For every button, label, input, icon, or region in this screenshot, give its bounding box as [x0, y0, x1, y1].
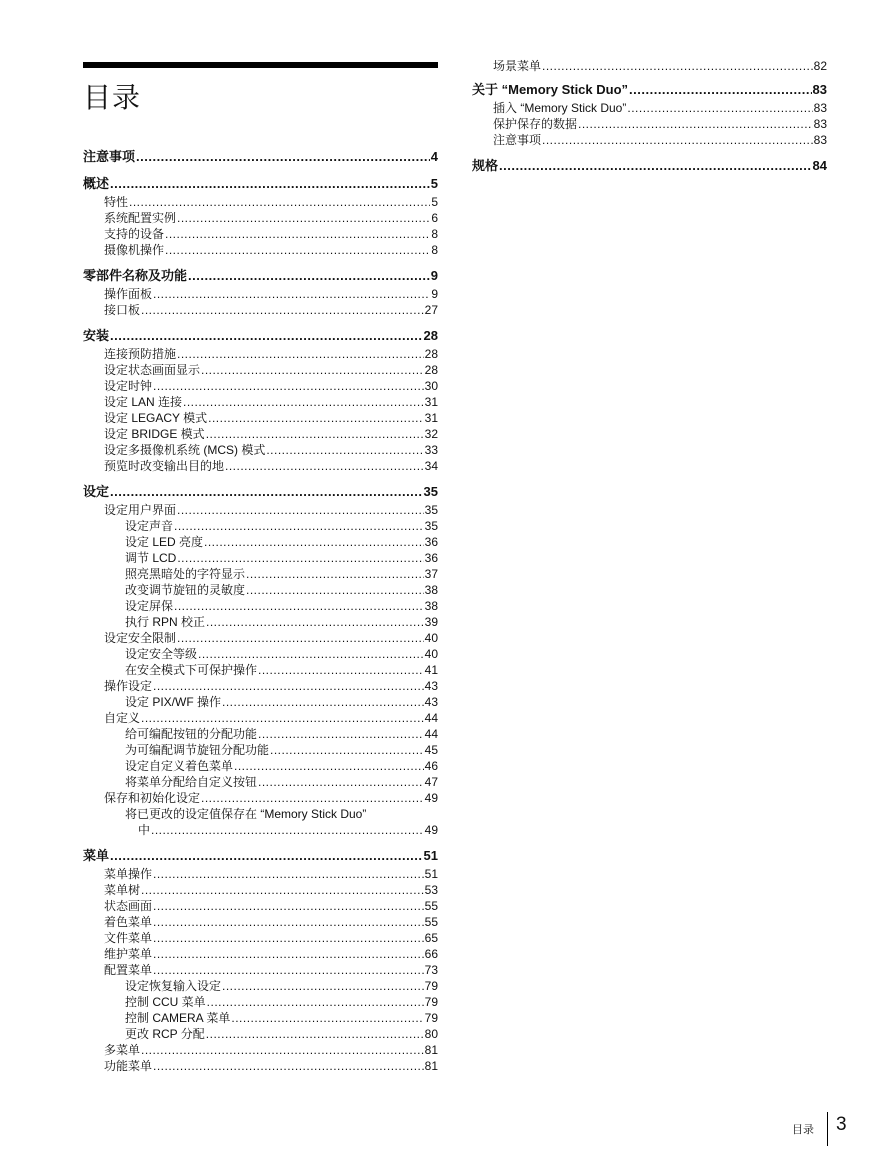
dot-leader: [151, 822, 424, 838]
toc-chapter-entry[interactable]: [472, 156, 827, 175]
dot-leader: [141, 1042, 424, 1058]
toc-entry-label: 设定用户界面: [104, 503, 177, 517]
toc-entry-label: 设定安全限制: [104, 631, 177, 645]
toc-entry-label: 菜单: [83, 848, 110, 863]
dot-leader: [153, 378, 424, 394]
toc-page-number: 28: [423, 328, 438, 343]
dot-leader: [206, 614, 424, 630]
toc-entry-label: 功能菜单: [104, 1059, 153, 1073]
toc-entry-label: 插入 “Memory Stick Duo”: [493, 101, 627, 115]
toc-entry-label: 自定义: [104, 711, 141, 725]
toc-page-number: 49: [424, 823, 438, 837]
toc-section: [83, 846, 438, 1074]
toc-section-entry[interactable]: [83, 346, 438, 362]
toc-entry-label: 安装: [83, 328, 110, 343]
dot-leader: [201, 790, 424, 806]
toc-section-entry[interactable]: [83, 410, 438, 426]
footer-divider: [827, 1112, 828, 1146]
toc-entry-label: 将已更改的设定值保存在 “Memory Stick Duo”: [125, 807, 367, 821]
toc-page-number: 8: [431, 243, 438, 257]
dot-leader: [198, 646, 424, 662]
dot-leader: [208, 410, 424, 426]
toc-section-entry[interactable]: [83, 194, 438, 210]
toc-entry-label: 设定状态画面显示: [104, 363, 201, 377]
toc-section-entry[interactable]: [472, 116, 827, 132]
toc-entry-label: 控制 CAMERA 菜单: [125, 1011, 231, 1025]
dot-leader: [165, 242, 430, 258]
toc-section-entry[interactable]: [83, 226, 438, 242]
dot-leader: [222, 694, 424, 710]
dot-leader: [141, 882, 424, 898]
toc-page-number: 44: [424, 711, 438, 725]
toc-entry-label: 给可编配按钮的分配功能: [125, 727, 258, 741]
toc-section-entry[interactable]: [83, 378, 438, 394]
toc-page-number: 33: [424, 443, 438, 457]
toc-chapter-entry[interactable]: [83, 266, 438, 285]
toc-section: [472, 156, 827, 175]
dot-leader: [177, 346, 424, 362]
toc-entry-label: 控制 CCU 菜单: [125, 995, 206, 1009]
toc-page-number: 43: [424, 679, 438, 693]
toc-section: [83, 266, 438, 318]
toc-page-number: 65: [424, 931, 438, 945]
toc-page-number: 82: [813, 59, 827, 73]
toc-entry-label: 零部件名称及功能: [83, 268, 188, 283]
dot-leader: [629, 80, 812, 99]
toc-entry-label: 设定 LAN 连接: [104, 395, 183, 409]
dot-leader: [246, 582, 424, 598]
dot-leader: [542, 132, 813, 148]
toc-page-number: 27: [424, 303, 438, 317]
toc-page-number: 83: [813, 117, 827, 131]
toc-right-column: [472, 58, 827, 183]
toc-page-number: 31: [424, 411, 438, 425]
toc-entry-label: 中: [138, 823, 151, 837]
toc-section-entry[interactable]: [83, 930, 438, 946]
toc-entry-label: 设定时钟: [104, 379, 153, 393]
toc-page-number: 5: [431, 195, 438, 209]
dot-leader: [206, 1026, 424, 1042]
toc-entry-label: 状态画面: [104, 899, 153, 913]
dot-leader: [204, 534, 424, 550]
dot-leader: [110, 482, 423, 501]
toc-page-number: 40: [424, 647, 438, 661]
toc-section: [472, 58, 827, 74]
dot-leader: [258, 774, 424, 790]
toc-section: [472, 80, 827, 148]
dot-leader: [206, 426, 424, 442]
toc-entry-label: 概述: [83, 176, 110, 191]
toc-page-number: 34: [424, 459, 438, 473]
toc-left-column: [83, 142, 438, 1082]
toc-entry-label: 预览时改变输出目的地: [104, 459, 225, 473]
toc-section-entry[interactable]: [83, 678, 438, 694]
dot-leader: [270, 742, 424, 758]
dot-leader: [225, 458, 424, 474]
toc-section-entry[interactable]: [83, 710, 438, 726]
toc-section-entry[interactable]: [83, 242, 438, 258]
toc-section-entry[interactable]: [83, 362, 438, 378]
toc-page-number: 35: [424, 519, 438, 533]
toc-page-number: 55: [424, 915, 438, 929]
toc-page-number: 9: [431, 287, 438, 301]
toc-entry-label: 维护菜单: [104, 947, 153, 961]
toc-entry-label: 设定多摄像机系统 (MCS) 模式: [104, 443, 266, 457]
dot-leader: [246, 566, 424, 582]
dot-leader: [177, 550, 423, 566]
toc-subsection-entry[interactable]: [83, 742, 438, 758]
toc-page-number: 28: [424, 347, 438, 361]
toc-page-number: 36: [424, 551, 438, 565]
toc-section-entry[interactable]: [83, 302, 438, 318]
toc-subsection-entry[interactable]: [83, 726, 438, 742]
toc-entry-label: 注意事项: [83, 149, 136, 164]
toc-page-number: 45: [424, 743, 438, 757]
toc-chapter-entry[interactable]: [83, 846, 438, 865]
toc-entry-label: 菜单树: [104, 883, 141, 897]
toc-entry-label: 设定 LED 亮度: [125, 535, 204, 549]
toc-entry-label: 设定 PIX/WF 操作: [125, 695, 222, 709]
toc-chapter-entry[interactable]: [83, 174, 438, 193]
dot-leader: [222, 978, 424, 994]
dot-leader: [258, 662, 424, 678]
dot-leader: [177, 502, 424, 518]
toc-page-number: 8: [431, 227, 438, 241]
toc-subsection-entry[interactable]: [83, 994, 438, 1010]
toc-page-number: 31: [424, 395, 438, 409]
toc-section: [83, 482, 438, 838]
dot-leader: [141, 710, 424, 726]
dot-leader: [174, 598, 424, 614]
toc-section-entry[interactable]: [472, 132, 827, 148]
toc-section: [83, 147, 438, 166]
toc-entry-label: 设定自定义着色菜单: [125, 759, 234, 773]
toc-subsection-entry[interactable]: [83, 614, 438, 630]
page-title: 目录: [83, 82, 142, 113]
toc-page-number: 38: [424, 583, 438, 597]
toc-page-number: 73: [424, 963, 438, 977]
toc-page-number: 36: [424, 535, 438, 549]
dot-leader: [627, 100, 812, 116]
toc-entry-label: 将菜单分配给自定义按钮: [125, 775, 258, 789]
toc-page-number: 38: [424, 599, 438, 613]
toc-section-entry[interactable]: [83, 458, 438, 474]
dot-leader: [129, 194, 430, 210]
toc-page-number: 55: [424, 899, 438, 913]
toc-section-entry[interactable]: [83, 914, 438, 930]
toc-subsection-entry[interactable]: [83, 582, 438, 598]
toc-entry-label: 系统配置实例: [104, 211, 177, 225]
toc-entry-label: 连接预防措施: [104, 347, 177, 361]
dot-leader: [153, 914, 424, 930]
toc-page-number: 51: [423, 848, 438, 863]
toc-page-number: 47: [424, 775, 438, 789]
toc-section: [83, 326, 438, 474]
dot-leader: [188, 266, 430, 285]
toc-page-number: 41: [424, 663, 438, 677]
toc-entry-label: 接口板: [104, 303, 141, 317]
toc-subsection-entry[interactable]: [83, 646, 438, 662]
dot-leader: [153, 930, 424, 946]
toc-entry-label: 设定: [83, 484, 110, 499]
toc-entry-label: 规格: [472, 158, 499, 173]
toc-page-number: 83: [813, 101, 827, 115]
toc-page-number: 81: [424, 1043, 438, 1057]
dot-leader: [110, 326, 423, 345]
toc-section-entry[interactable]: [83, 286, 438, 302]
toc-section: [83, 174, 438, 258]
toc-subsection-entry[interactable]: [83, 598, 438, 614]
toc-page-number: 46: [424, 759, 438, 773]
toc-entry-label: 摄像机操作: [104, 243, 165, 257]
toc-page-number: 43: [424, 695, 438, 709]
toc-entry-label: 操作设定: [104, 679, 153, 693]
dot-leader: [153, 946, 424, 962]
toc-entry-label: 设定安全等级: [125, 647, 198, 661]
toc-entry-label: 特性: [104, 195, 129, 209]
toc-page-number: 79: [424, 1011, 438, 1025]
toc-page-number: 66: [424, 947, 438, 961]
dot-leader: [258, 726, 424, 742]
toc-subsection-entry[interactable]: [83, 694, 438, 710]
toc-section-entry[interactable]: [472, 58, 827, 74]
toc-page-number: 53: [424, 883, 438, 897]
toc-page-number: 4: [430, 149, 438, 164]
toc-chapter-entry[interactable]: [472, 80, 827, 99]
dot-leader: [136, 147, 430, 166]
dot-leader: [153, 286, 430, 302]
toc-section-entry[interactable]: [83, 502, 438, 518]
toc-page-number: 49: [424, 791, 438, 805]
toc-entry-label: 设定声音: [125, 519, 174, 533]
toc-entry-label: 配置菜单: [104, 963, 153, 977]
toc-subsection-entry[interactable]: [83, 1010, 438, 1026]
toc-page-number: 83: [813, 133, 827, 147]
dot-leader: [110, 846, 423, 865]
toc-section-entry[interactable]: [83, 394, 438, 410]
toc-entry-label: 调节 LCD: [125, 551, 177, 565]
toc-entry-label: 设定 LEGACY 模式: [104, 411, 208, 425]
dot-leader: [266, 442, 423, 458]
toc-page-number: 28: [424, 363, 438, 377]
toc-page-number: 84: [812, 158, 827, 173]
toc-entry-label: 操作面板: [104, 287, 153, 301]
toc-subsection-entry[interactable]: [83, 774, 438, 790]
toc-page-number: 35: [424, 503, 438, 517]
toc-entry-label: 设定恢复输入设定: [125, 979, 222, 993]
toc-entry-label: 设定 BRIDGE 模式: [104, 427, 205, 441]
dot-leader: [201, 362, 424, 378]
toc-subsection-entry[interactable]: [83, 978, 438, 994]
toc-chapter-entry[interactable]: [83, 147, 438, 166]
footer-section-label: 目录: [792, 1124, 814, 1136]
dot-leader: [153, 962, 424, 978]
dot-leader: [177, 210, 430, 226]
toc-entry-label: 执行 RPN 校正: [125, 615, 206, 629]
dot-leader: [174, 518, 424, 534]
toc-section-entry[interactable]: [83, 866, 438, 882]
toc-section-entry[interactable]: [83, 426, 438, 442]
dot-leader: [578, 116, 813, 132]
dot-leader: [234, 758, 424, 774]
toc-page-number: 39: [424, 615, 438, 629]
dot-leader: [207, 994, 424, 1010]
toc-section-entry[interactable]: [83, 882, 438, 898]
toc-entry-label: 保护保存的数据: [493, 117, 578, 131]
toc-section-entry[interactable]: [83, 1042, 438, 1058]
toc-page-number: 83: [812, 82, 827, 97]
dot-leader: [153, 1058, 424, 1074]
toc-entry-label: 着色菜单: [104, 915, 153, 929]
toc-section-entry[interactable]: [83, 962, 438, 978]
toc-entry-label: 设定屏保: [125, 599, 174, 613]
toc-entry-label: 关于 “Memory Stick Duo”: [472, 82, 629, 97]
toc-page-number: 79: [424, 979, 438, 993]
toc-page-number: 5: [430, 176, 438, 191]
toc-subsection-entry[interactable]: [83, 758, 438, 774]
toc-page-number: 30: [424, 379, 438, 393]
toc-page-number: 44: [424, 727, 438, 741]
toc-page-number: 32: [424, 427, 438, 441]
toc-entry-label: 菜单操作: [104, 867, 153, 881]
toc-entry-label: 注意事项: [493, 133, 542, 147]
dot-leader: [499, 156, 812, 175]
dot-leader: [110, 174, 430, 193]
toc-entry-continuation[interactable]: [125, 822, 438, 838]
toc-section-entry[interactable]: [83, 630, 438, 646]
toc-page-number: 79: [424, 995, 438, 1009]
toc-entry-label: 保存和初始化设定: [104, 791, 201, 805]
toc-page-number: 80: [424, 1027, 438, 1041]
dot-leader: [141, 302, 424, 318]
toc-page-number: 6: [431, 211, 438, 225]
toc-page-number: 9: [430, 268, 438, 283]
toc-page-number: 35: [423, 484, 438, 499]
toc-subsection-entry[interactable]: [83, 806, 438, 838]
toc-section-entry[interactable]: [83, 946, 438, 962]
toc-page-number: 40: [424, 631, 438, 645]
toc-chapter-entry[interactable]: [83, 482, 438, 501]
toc-subsection-entry[interactable]: [83, 518, 438, 534]
dot-leader: [165, 226, 430, 242]
title-rule: [83, 62, 438, 68]
dot-leader: [542, 58, 813, 74]
toc-subsection-entry[interactable]: [83, 534, 438, 550]
toc-page-number: 51: [424, 867, 438, 881]
toc-entry-label: 改变调节旋钮的灵敏度: [125, 583, 246, 597]
dot-leader: [177, 630, 424, 646]
dot-leader: [153, 898, 424, 914]
toc-page-number: 81: [424, 1059, 438, 1073]
toc-section-entry[interactable]: [83, 898, 438, 914]
toc-entry-label: 场景菜单: [493, 59, 542, 73]
toc-page-number: 37: [424, 567, 438, 581]
toc-section-entry[interactable]: [83, 442, 438, 458]
toc-chapter-entry[interactable]: [83, 326, 438, 345]
footer-page-number: 3: [836, 1114, 847, 1135]
toc-section-entry[interactable]: [83, 210, 438, 226]
dot-leader: [231, 1010, 423, 1026]
toc-entry-label: 支持的设备: [104, 227, 165, 241]
toc-subsection-entry[interactable]: [83, 1026, 438, 1042]
toc-section-entry[interactable]: [472, 100, 827, 116]
toc-entry-label: 为可编配调节旋钮分配功能: [125, 743, 270, 757]
toc-subsection-entry[interactable]: [83, 662, 438, 678]
toc-section-entry[interactable]: [83, 1058, 438, 1074]
dot-leader: [153, 866, 424, 882]
toc-entry-label: 更改 RCP 分配: [125, 1027, 205, 1041]
toc-subsection-entry[interactable]: [83, 550, 438, 566]
toc-subsection-entry[interactable]: [83, 566, 438, 582]
toc-entry-label: 多菜单: [104, 1043, 141, 1057]
toc-entry-label: 在安全模式下可保护操作: [125, 663, 258, 677]
dot-leader: [183, 394, 424, 410]
dot-leader: [153, 678, 424, 694]
toc-section-entry[interactable]: [83, 790, 438, 806]
toc-entry-label: 照亮黑暗处的字符显示: [125, 567, 246, 581]
toc-entry-label: 文件菜单: [104, 931, 153, 945]
